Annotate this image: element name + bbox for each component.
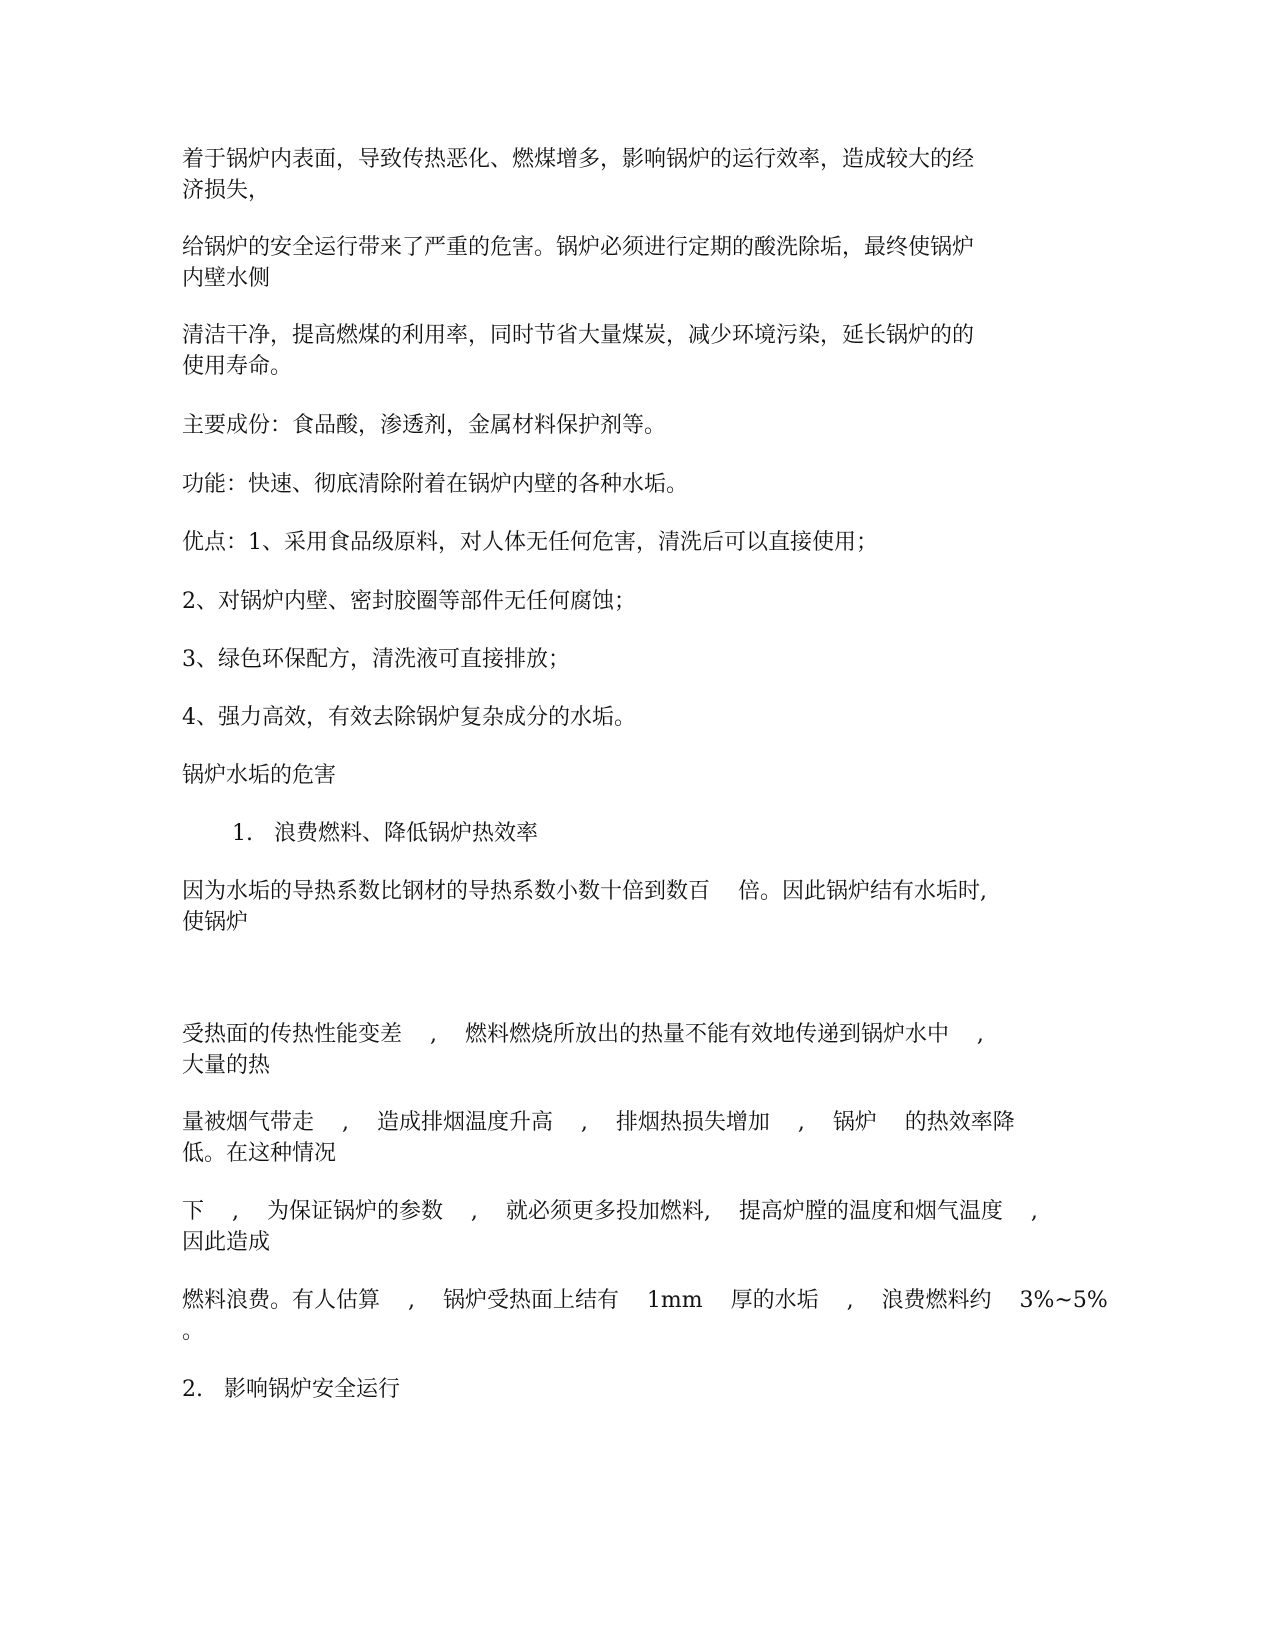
text-line: 量被烟气带走 , 造成排烟温度升高 , 排烟热损失增加 , 锅炉 的热效率降	[182, 1110, 1015, 1135]
paragraph-benefits	[182, 320, 1122, 382]
text-line: 燃料浪费。有人估算 , 锅炉受热面上结有 1mm 厚的水垢 , 浪费燃料约 3%~5%	[182, 1288, 1108, 1313]
text-line: 内壁水侧	[182, 266, 271, 291]
paragraph-safety-hazard	[182, 232, 1122, 294]
paragraph-advantage-4	[182, 702, 1122, 733]
text-line: 使用寿命。	[182, 354, 293, 379]
text-line: 2. 影响锅炉安全运行	[182, 1377, 400, 1402]
text-line: 1. 浪费燃料、降低锅炉热效率	[232, 821, 538, 846]
text-line: 因为水垢的导热系数比钢材的导热系数小数十倍到数百 倍。因此锅炉结有水垢时,	[182, 879, 987, 904]
text-line: 因此造成	[182, 1230, 271, 1255]
text-line: 。	[182, 1319, 205, 1344]
text-line: 主要成份：食品酸，渗透剂，金属材料保护剂等。	[182, 413, 667, 438]
paragraph-thermal-conductivity	[182, 876, 1122, 938]
paragraph-exhaust-loss	[182, 1107, 1122, 1169]
paragraph-heat-transfer	[182, 1019, 1122, 1081]
paragraph-advantage-1	[182, 527, 1122, 558]
paragraph-more-fuel	[182, 1196, 1122, 1258]
text-line: 2、对锅炉内壁、密封胶圈等部件无任何腐蚀；	[182, 589, 636, 614]
text-line: 低。在这种情况	[182, 1141, 337, 1166]
section-heading-hazards	[182, 760, 1122, 791]
text-line: 给锅炉的安全运行带来了严重的危害。锅炉必须进行定期的酸洗除垢，最终使锅炉	[182, 235, 975, 260]
list-item-1	[232, 818, 1172, 849]
paragraph-fuel-waste	[182, 1285, 1122, 1347]
text-line: 锅炉水垢的危害	[182, 763, 337, 788]
text-line: 下 , 为保证锅炉的参数 , 就必须更多投加燃料, 提高炉膛的温度和烟气温度 ,	[182, 1199, 1038, 1224]
text-line: 济损失，	[182, 178, 271, 203]
text-line: 着于锅炉内表面，导致传热恶化、燃煤增多，影响锅炉的运行效率，造成较大的经	[182, 147, 975, 172]
paragraph-advantage-2	[182, 586, 1122, 617]
text-line: 清洁干净，提高燃煤的利用率，同时节省大量煤炭，减少环境污染，延长锅炉的的	[182, 323, 975, 348]
text-line: 优点：1、采用食品级原料，对人体无任何危害，清洗后可以直接使用；	[182, 530, 878, 555]
paragraph-advantage-3	[182, 644, 1122, 675]
paragraph-ingredients	[182, 410, 1122, 441]
text-line: 受热面的传热性能变差 , 燃料燃烧所放出的热量不能有效地传递到锅炉水中 ,	[182, 1022, 984, 1047]
paragraph-scale-effects	[182, 144, 1122, 206]
list-item-2	[182, 1374, 1122, 1405]
text-line: 4、强力高效，有效去除锅炉复杂成分的水垢。	[182, 705, 636, 730]
paragraph-function	[182, 469, 1122, 500]
text-line: 3、绿色环保配方，清洗液可直接排放；	[182, 647, 570, 672]
text-line: 功能：快速、彻底清除附着在锅炉内壁的各种水垢。	[182, 472, 689, 497]
text-line: 大量的热	[182, 1053, 271, 1078]
text-line: 使锅炉	[182, 910, 249, 935]
